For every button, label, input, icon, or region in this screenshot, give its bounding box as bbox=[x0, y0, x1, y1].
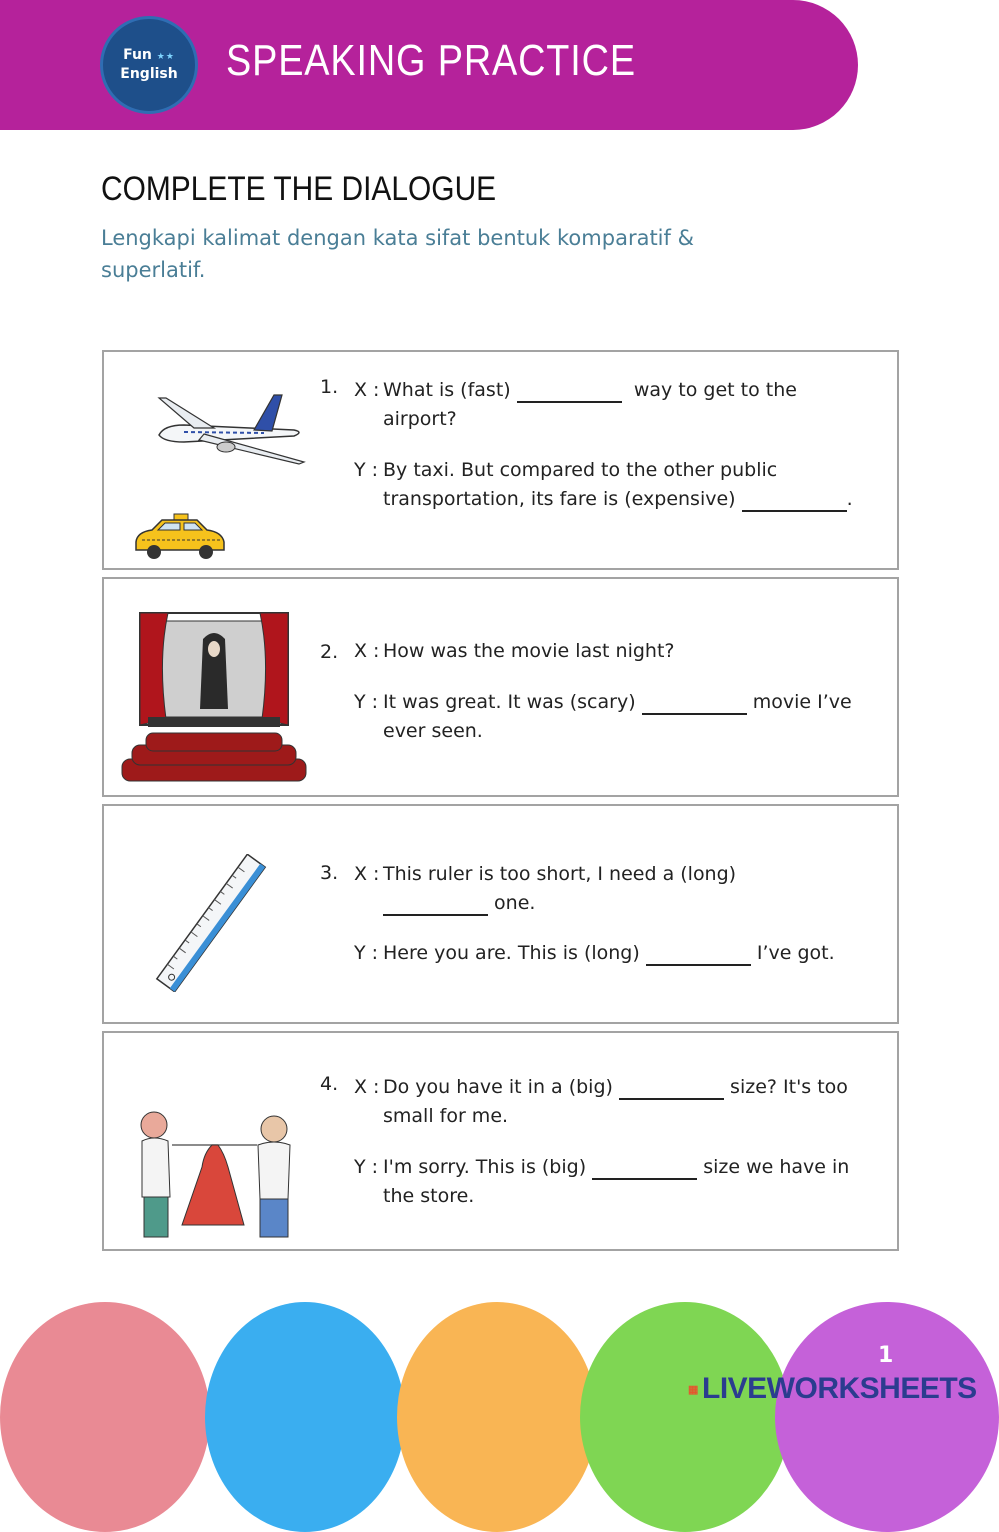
question-text: This ruler is too short, I need a (long) bbox=[383, 863, 737, 885]
answer-blank[interactable] bbox=[619, 1080, 724, 1100]
speaker-label: X : bbox=[354, 379, 380, 401]
question-number: 2. bbox=[320, 641, 339, 663]
question-text: How was the movie last night? bbox=[383, 640, 675, 662]
answer-blank[interactable] bbox=[646, 946, 751, 966]
airplane-icon bbox=[154, 390, 309, 465]
answer-text: I’ve got. bbox=[756, 942, 835, 964]
speaker-label: X : bbox=[354, 863, 380, 885]
question-card-4 bbox=[102, 1031, 899, 1251]
footer-bubble-5 bbox=[775, 1302, 999, 1532]
liveworksheets-logo[interactable] bbox=[688, 1372, 977, 1406]
speaker-label: X : bbox=[354, 640, 380, 662]
speaker-label: Y : bbox=[354, 459, 379, 481]
speaker-label: Y : bbox=[354, 942, 379, 964]
question-card-2 bbox=[102, 577, 899, 797]
section-title: COMPLETE THE DIALOGUE bbox=[101, 170, 497, 208]
taxi-icon bbox=[132, 512, 227, 562]
speaker-label: Y : bbox=[354, 691, 379, 713]
answer-text: . bbox=[846, 488, 853, 510]
logo-line1: Fun bbox=[123, 47, 152, 63]
dialogue-line-y bbox=[354, 1153, 864, 1211]
dialogue-line-y bbox=[354, 688, 874, 746]
movie-theater-icon bbox=[118, 609, 310, 789]
speaker-label: Y : bbox=[354, 1156, 379, 1178]
dialogue-line-x bbox=[354, 376, 874, 434]
question-card-1 bbox=[102, 350, 899, 570]
question-text: What is (fast) bbox=[383, 379, 511, 401]
liveworksheets-icon: ▦ bbox=[688, 1384, 698, 1397]
star-icon: ★★ bbox=[156, 52, 175, 62]
dialogue-line-x bbox=[354, 860, 784, 918]
dialogue-line-y bbox=[354, 456, 854, 514]
dialogue-line-x bbox=[354, 637, 874, 666]
ruler-icon bbox=[152, 854, 270, 992]
question-number: 3. bbox=[320, 862, 339, 884]
shopping-women-icon bbox=[132, 1107, 297, 1239]
footer-bubble-1 bbox=[0, 1302, 210, 1532]
footer-bubble-3 bbox=[397, 1302, 597, 1532]
page-number: 1 bbox=[878, 1343, 894, 1368]
fun-english-logo bbox=[100, 16, 198, 114]
answer-blank[interactable] bbox=[517, 383, 622, 403]
answer-text: By taxi. But compared to the other public transportation, its fare is (expensive) bbox=[383, 459, 778, 510]
answer-text: I'm sorry. This is (big) bbox=[383, 1156, 587, 1178]
question-text: way to get to the airport? bbox=[383, 379, 797, 430]
instruction-text: Lengkapi kalimat dengan kata sifat bentuk komparatif & superlatif. bbox=[101, 226, 694, 282]
logo-line2: English bbox=[120, 66, 178, 82]
question-text: size? It's too small for me. bbox=[383, 1076, 848, 1127]
footer-bubble-4 bbox=[580, 1302, 790, 1532]
answer-blank[interactable] bbox=[592, 1160, 697, 1180]
question-number: 4. bbox=[320, 1073, 339, 1095]
answer-blank[interactable] bbox=[642, 695, 747, 715]
answer-text: It was great. It was (scary) bbox=[383, 691, 636, 713]
answer-text: Here you are. This is (long) bbox=[383, 942, 640, 964]
footer-bubble-2 bbox=[205, 1302, 405, 1532]
dialogue-line-y bbox=[354, 939, 884, 968]
question-card-3 bbox=[102, 804, 899, 1024]
answer-text: size we have in the store. bbox=[383, 1156, 850, 1207]
speaker-label: X : bbox=[354, 1076, 380, 1098]
question-text: Do you have it in a (big) bbox=[383, 1076, 613, 1098]
brand-text: LIVEWORKSHEETS bbox=[702, 1372, 977, 1405]
page-title: SPEAKING PRACTICE bbox=[226, 36, 636, 85]
question-text: one. bbox=[494, 892, 536, 914]
answer-blank[interactable] bbox=[742, 492, 847, 512]
question-number: 1. bbox=[320, 376, 339, 398]
dialogue-line-x bbox=[354, 1073, 884, 1131]
answer-blank[interactable] bbox=[383, 896, 488, 916]
answer-text: movie I’ve ever seen. bbox=[383, 691, 852, 742]
